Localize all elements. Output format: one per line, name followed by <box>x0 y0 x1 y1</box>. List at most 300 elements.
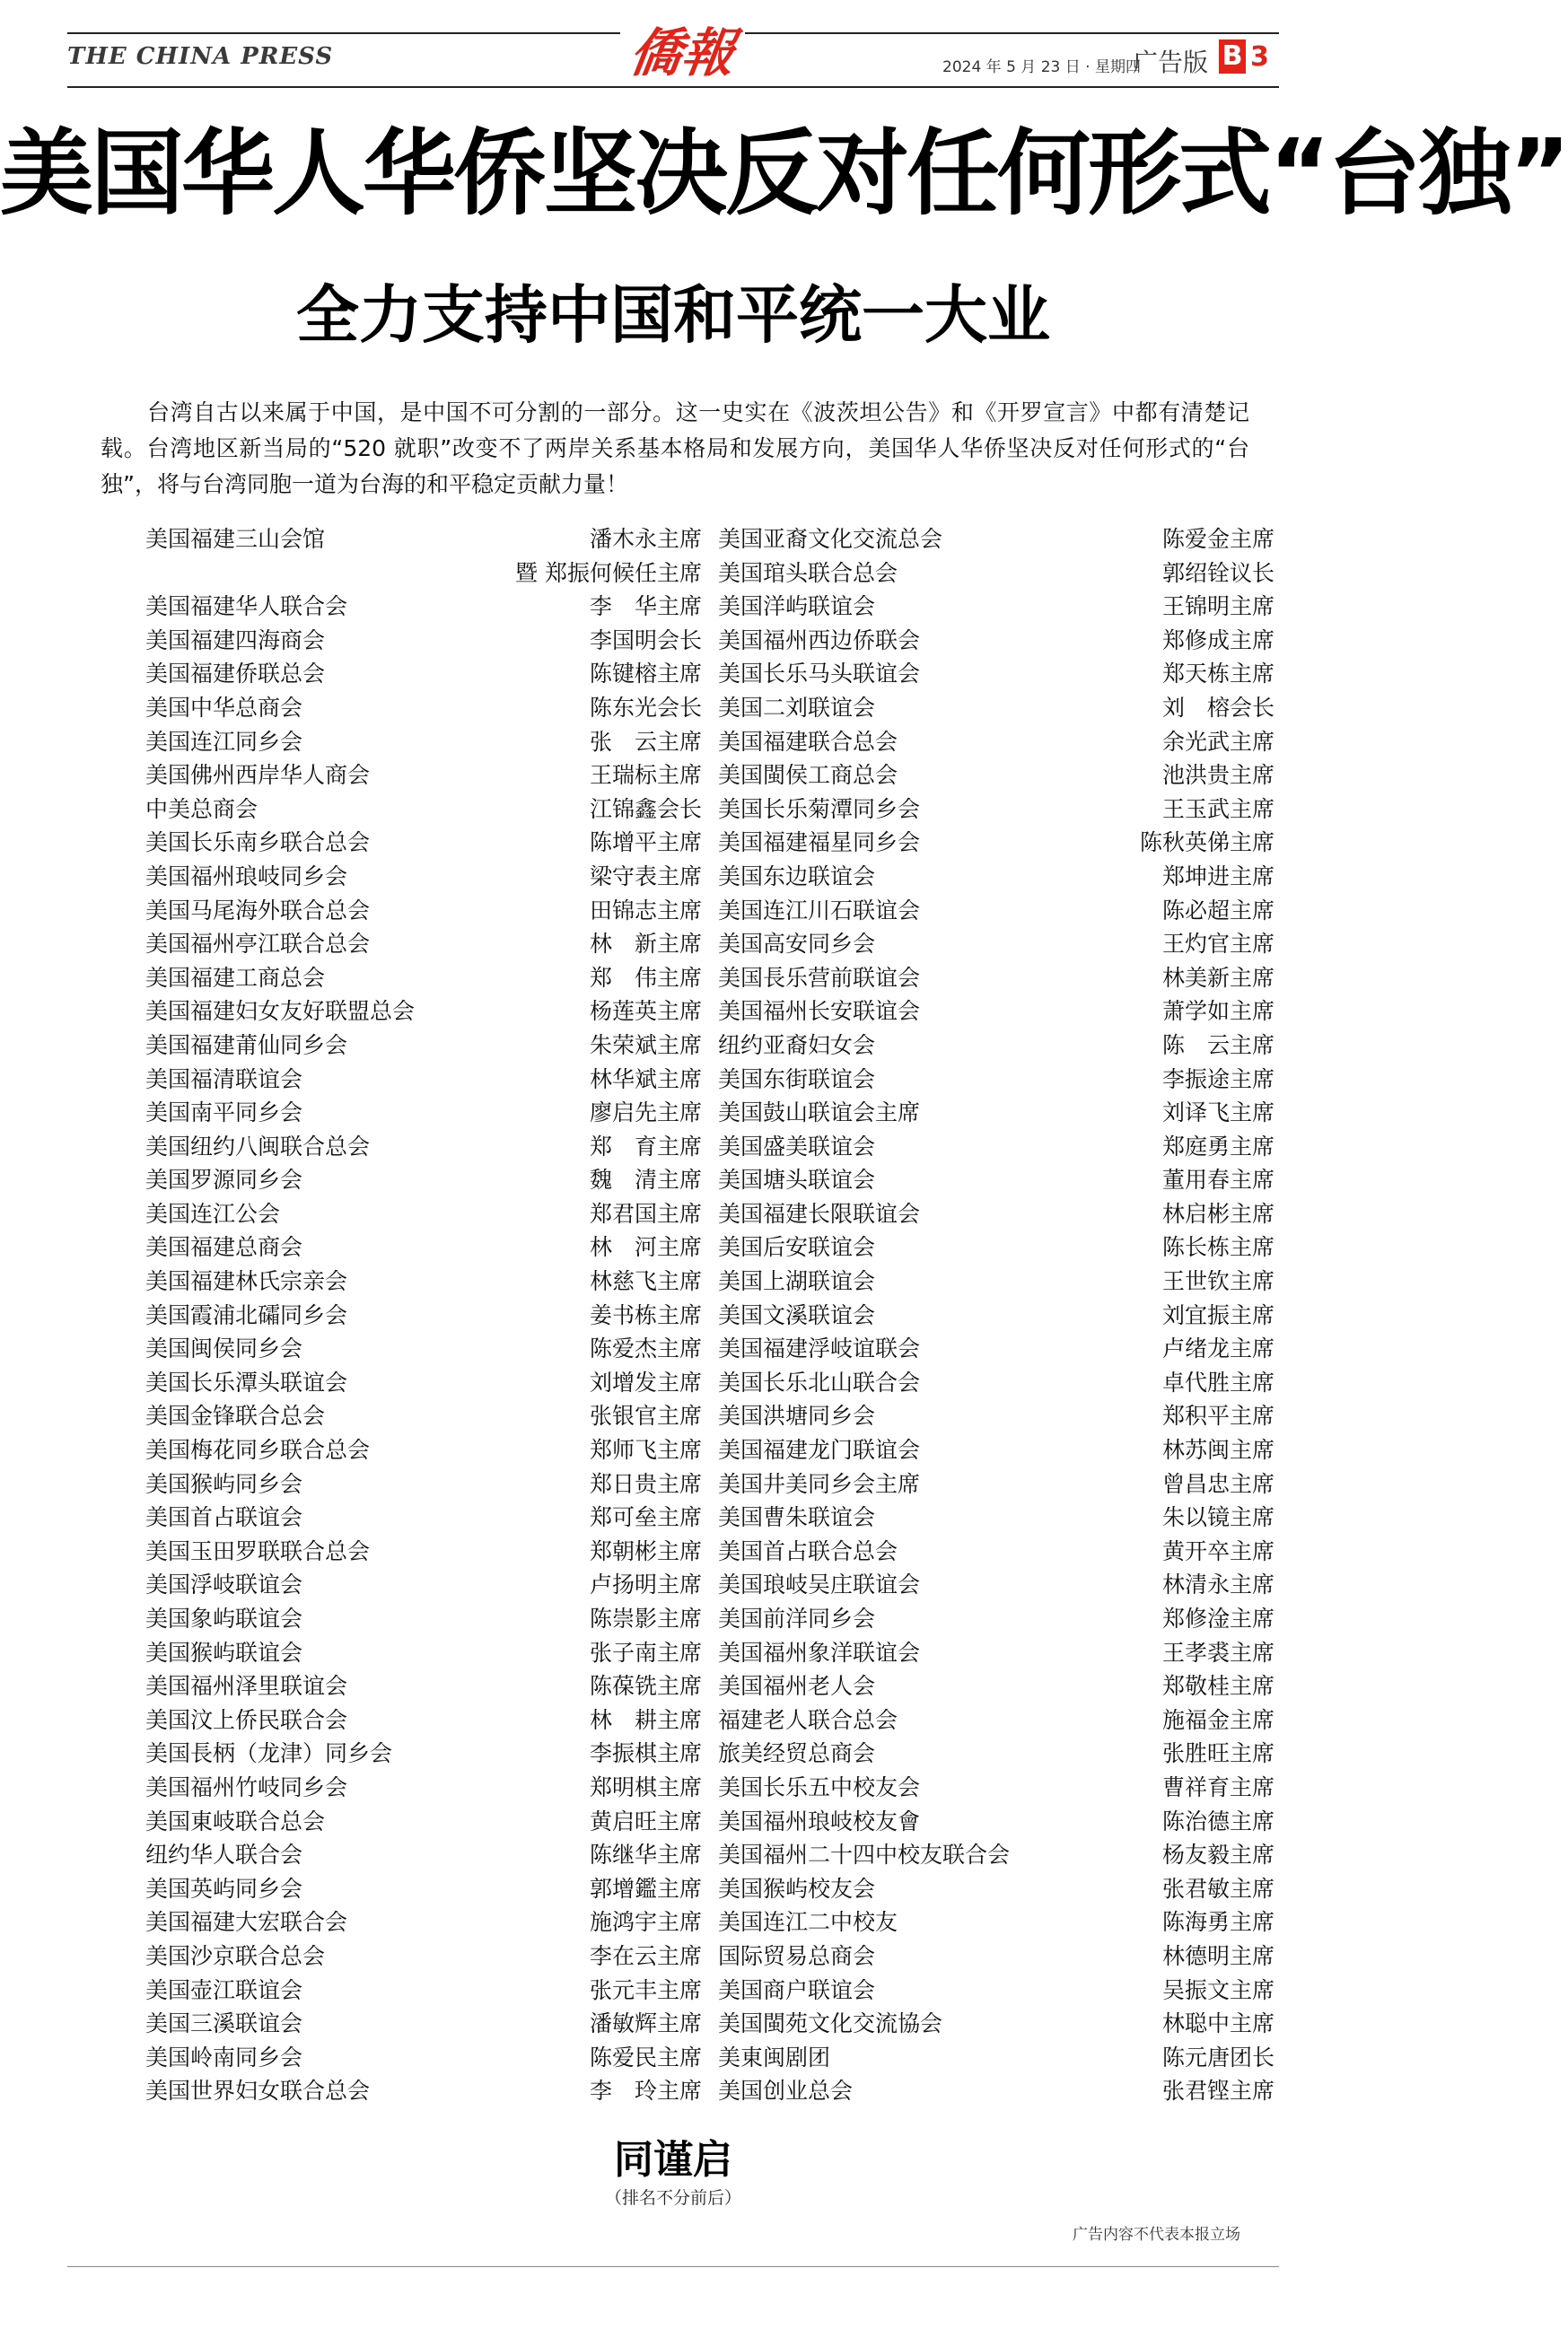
representative-name: 郑君国主席 <box>589 1200 702 1227</box>
representative-name: 江锦鑫会长 <box>589 795 702 822</box>
signatory-row <box>145 1433 702 1467</box>
page-number: 3 <box>1250 41 1269 73</box>
organization-name: 美国福建侨联总会 <box>145 661 326 687</box>
organization-name: 美国三溪联谊会 <box>145 2010 303 2037</box>
signatory-row <box>145 1230 702 1265</box>
signature: 同谨启 <box>614 2137 732 2183</box>
representative-name: 卢绪龙主席 <box>1161 1335 1275 1362</box>
representative-name: 郭增鑑主席 <box>589 1875 702 1902</box>
signatory-row <box>718 758 1275 792</box>
representative-name: 王灼官主席 <box>1161 931 1275 958</box>
paper-name: THE CHINA PRESS <box>67 43 334 70</box>
representative-name: 郑可垒主席 <box>589 1504 702 1531</box>
organization-name: 美国浮岐联谊会 <box>145 1572 303 1598</box>
representative-name: 林 河主席 <box>589 1234 702 1261</box>
organization-name: 美国沙京联合总会 <box>145 1942 326 1969</box>
representative-name: 田锦志主席 <box>589 897 702 924</box>
signatory-row <box>145 860 702 894</box>
representative-name: 李国明会长 <box>589 626 702 653</box>
representative-name: 林清永主席 <box>1161 1572 1275 1598</box>
organization-name: 美国壶江联谊会 <box>145 1976 303 2003</box>
organization-name: 美国象屿联谊会 <box>145 1606 303 1632</box>
signatory-row <box>145 994 702 1029</box>
signatory-row <box>145 1703 702 1738</box>
signatory-row <box>718 1029 1275 1063</box>
footer-rule <box>67 2266 1279 2267</box>
representative-name: 刘增发主席 <box>589 1369 702 1396</box>
organization-name: 美国長柄（龙津）同乡会 <box>145 1740 393 1767</box>
organization-name: 美国纽约八闽联合总会 <box>145 1133 371 1160</box>
signatory-row <box>145 1130 702 1164</box>
signatory-row <box>145 1737 702 1771</box>
organization-name: 美国福建浮岐谊联会 <box>718 1335 921 1362</box>
representative-name: 王锦明主席 <box>1161 593 1275 620</box>
representative-name: 暨 郑振何候任主席 <box>515 559 702 586</box>
organization-name: 美国曹朱联谊会 <box>718 1504 876 1531</box>
representative-name: 王孝裘主席 <box>1161 1639 1275 1666</box>
signatory-row <box>145 1467 702 1502</box>
signatory-row <box>145 2041 702 2075</box>
signatory-row <box>718 1433 1275 1467</box>
representative-name: 王瑞标主席 <box>589 762 702 789</box>
signatory-row <box>145 1771 702 1805</box>
representative-name: 林慈飞主席 <box>589 1268 702 1295</box>
organization-name: 美国中华总商会 <box>145 694 303 721</box>
signatory-row <box>145 1636 702 1670</box>
representative-name: 郑师飞主席 <box>589 1437 702 1464</box>
organization-name: 纽约亚裔妇女会 <box>718 1031 876 1058</box>
signatory-row <box>718 556 1275 591</box>
representative-name: 郑积平主席 <box>1161 1403 1275 1430</box>
signatory-row <box>718 522 1275 556</box>
organization-name: 美国福建大宏联合会 <box>145 1909 348 1936</box>
representative-name: 曹祥育主席 <box>1161 1773 1275 1800</box>
organization-name: 美国长乐北山联合会 <box>718 1369 921 1396</box>
organization-name: 美国霞浦北礵同乡会 <box>145 1301 348 1328</box>
organization-name: 纽约华人联合会 <box>145 1842 303 1869</box>
organization-name: 美国塘头联谊会 <box>718 1167 876 1194</box>
organization-name: 美国马尾海外联合总会 <box>145 897 371 924</box>
representative-name: 潘敏辉主席 <box>589 2010 702 2037</box>
signatory-row <box>145 1063 702 1097</box>
signatory-row <box>145 1332 702 1366</box>
signatory-row <box>145 1974 702 2008</box>
representative-name: 黄启旺主席 <box>589 1808 702 1834</box>
signatory-row <box>145 1602 702 1636</box>
signatory-row <box>145 1366 702 1400</box>
organization-name: 美国罗源同乡会 <box>145 1167 303 1194</box>
signatory-row <box>145 758 702 792</box>
organization-name: 美国英屿同乡会 <box>145 1875 303 1902</box>
signatory-row <box>718 961 1275 995</box>
headline: 美国华人华侨坚决反对任何形式“台独” <box>0 118 1568 228</box>
representative-name: 林 新主席 <box>589 931 702 958</box>
signatory-row <box>718 1602 1275 1636</box>
signatory-row <box>145 590 702 624</box>
organization-name: 美国福清联谊会 <box>145 1065 303 1092</box>
signatory-row <box>718 860 1275 894</box>
signatory-row <box>718 1265 1275 1299</box>
signatory-row <box>145 792 702 827</box>
signatory-row <box>145 691 702 725</box>
organization-name: 美国二刘联谊会 <box>718 694 876 721</box>
organization-name: 美国福建长限联谊会 <box>718 1200 921 1227</box>
signatory-row <box>145 2074 702 2108</box>
representative-name: 郑坤进主席 <box>1161 863 1275 889</box>
organization-name: 福建老人联合总会 <box>718 1706 898 1733</box>
representative-name: 李在云主席 <box>589 1942 702 1969</box>
signatory-row <box>145 1805 702 1839</box>
organization-name: 美国福建联合总会 <box>718 728 898 755</box>
organization-name: 美国金锋联合总会 <box>145 1403 326 1430</box>
signatory-row <box>145 1399 702 1433</box>
signatory-row <box>718 1872 1275 1906</box>
representative-name: 张子南主席 <box>589 1639 702 1666</box>
organization-name: 美国福州亭江联合总会 <box>145 931 371 958</box>
representative-name: 郑修成主席 <box>1161 626 1275 653</box>
representative-name: 陈必超主席 <box>1161 897 1275 924</box>
representative-name: 李 玲主席 <box>589 2078 702 2105</box>
signatory-row <box>145 1872 702 1906</box>
signatory-row <box>718 1838 1275 1872</box>
organization-name: 美国福州竹岐同乡会 <box>145 1773 348 1800</box>
organization-name: 美国梅花同乡联合总会 <box>145 1437 371 1464</box>
signatory-row <box>718 1636 1275 1670</box>
signatory-row <box>145 1029 702 1063</box>
organization-name: 美国福建三山会馆 <box>145 526 326 552</box>
signatory-row <box>718 1163 1275 1197</box>
signatory-row <box>718 1974 1275 2008</box>
signatory-row <box>145 1265 702 1299</box>
representative-name: 郑修淦主席 <box>1161 1606 1275 1632</box>
signatory-row <box>145 826 702 860</box>
representative-name: 陈增平主席 <box>589 829 702 856</box>
representative-name: 张君敏主席 <box>1161 1875 1275 1902</box>
representative-name: 王玉武主席 <box>1161 795 1275 822</box>
signatory-row <box>145 1905 702 1940</box>
representative-name: 陈葆铣主席 <box>589 1673 702 1700</box>
signatory-row <box>718 2074 1275 2108</box>
representative-name: 张元丰主席 <box>589 1976 702 2003</box>
signatory-row <box>718 1230 1275 1265</box>
representative-name: 陈崇影主席 <box>589 1606 702 1632</box>
signature-note: （排名不分前后） <box>604 2188 741 2208</box>
representative-name: 郭绍铨议长 <box>1161 559 1275 586</box>
signatory-row <box>145 522 702 556</box>
signatory-row <box>718 1805 1275 1839</box>
representative-name: 魏 清主席 <box>589 1167 702 1194</box>
representative-name: 余光武主席 <box>1161 728 1275 755</box>
organization-name: 美国福建龙门联谊会 <box>718 1437 921 1464</box>
representative-name: 郑天栋主席 <box>1161 661 1275 687</box>
intro-paragraph: 台湾自古以来属于中国，是中国不可分割的一部分。这一史实在《波茨坦公告》和《开罗宣言》中都有清楚记载。台湾地区新当局的“520 就职”改变不了两岸关系基本格局和发展方向，美国华人华侨坚决反对任何形式的“台独”，将与台湾同胞一道为台海的和平稳定贡献力量！ <box>101 399 1249 497</box>
organization-name: 美国福建林氏宗亲会 <box>145 1268 348 1295</box>
representative-name: 黄开卒主席 <box>1161 1537 1275 1564</box>
signatory-row <box>718 1501 1275 1535</box>
organization-name: 美国玉田罗联联合总会 <box>145 1537 371 1564</box>
signatory-row <box>145 927 702 961</box>
representative-name: 郑 伟主席 <box>589 964 702 991</box>
signatory-row <box>718 657 1275 691</box>
representative-name: 林华斌主席 <box>589 1065 702 1092</box>
organization-name: 美国井美同乡会主席 <box>718 1470 921 1497</box>
organization-name: 美国创业总会 <box>718 2078 854 2105</box>
representative-name: 郑敬桂主席 <box>1161 1673 1275 1700</box>
representative-name: 杨莲英主席 <box>589 998 702 1025</box>
signatory-row <box>718 2041 1275 2075</box>
signatory-row <box>145 1299 702 1333</box>
representative-name: 陈元唐团长 <box>1161 2044 1275 2071</box>
organization-name: 美国閩苑文化交流協会 <box>718 2010 943 2037</box>
organization-name: 美国东边联谊会 <box>718 863 876 889</box>
organization-name: 美国福州西边侨联会 <box>718 626 921 653</box>
organization-name: 美国文溪联谊会 <box>718 1301 876 1328</box>
signatory-row <box>145 961 702 995</box>
representative-name: 张君铿主席 <box>1161 2078 1275 2105</box>
organization-name: 美国福州长安联谊会 <box>718 998 921 1025</box>
masthead <box>0 0 1346 99</box>
organization-name: 美国福建总商会 <box>145 1234 303 1261</box>
organization-name: 美国福州二十四中校友联合会 <box>718 1842 1011 1869</box>
organization-name: 美国汶上侨民联合会 <box>145 1706 348 1733</box>
masthead-rule-top-left <box>67 32 620 34</box>
organization-name: 美国福建福星同乡会 <box>718 829 921 856</box>
organization-name: 美国前洋同乡会 <box>718 1606 876 1632</box>
organization-name: 美国东街联谊会 <box>718 1065 876 1092</box>
signatory-row <box>718 1063 1275 1097</box>
signatory-row <box>145 2007 702 2041</box>
representative-name: 池洪贵主席 <box>1161 762 1275 789</box>
organization-name: 美国长乐五中校友会 <box>718 1773 921 1800</box>
organization-name: 美国连江川石联谊会 <box>718 897 921 924</box>
signatory-row <box>718 725 1275 759</box>
organization-name: 国际贸易总商会 <box>718 1942 876 1969</box>
organization-name: 美国福州琅岐校友會 <box>718 1808 921 1834</box>
organization-name: 美国后安联谊会 <box>718 1234 876 1261</box>
representative-name: 施福金主席 <box>1161 1706 1275 1733</box>
representative-name: 曾昌忠主席 <box>1161 1470 1275 1497</box>
representative-name: 郑日贵主席 <box>589 1470 702 1497</box>
signatory-row <box>145 1838 702 1872</box>
representative-name: 林德明主席 <box>1161 1942 1275 1969</box>
organization-name: 美国猴屿同乡会 <box>145 1470 303 1497</box>
organization-name: 美国佛州西岸华人商会 <box>145 762 371 789</box>
representative-name: 陈继华主席 <box>589 1842 702 1869</box>
organization-name: 美国亚裔文化交流总会 <box>718 526 943 552</box>
representative-name: 姜书栋主席 <box>589 1301 702 1328</box>
organization-name: 美国商户联谊会 <box>718 1976 876 2003</box>
representative-name: 郑 育主席 <box>589 1133 702 1160</box>
paper-logo: 僑報 <box>626 22 739 83</box>
organization-name: 美国洋屿联谊会 <box>718 593 876 620</box>
representative-name: 梁守表主席 <box>589 863 702 889</box>
representative-name: 张 云主席 <box>589 728 702 755</box>
representative-name: 陈键榕主席 <box>589 661 702 687</box>
organization-name: 美国閩侯工商总会 <box>718 762 898 789</box>
representative-name: 刘宜振主席 <box>1161 1301 1275 1328</box>
representative-name: 陈爱金主席 <box>1161 526 1275 552</box>
signatory-row <box>145 1096 702 1130</box>
representative-name: 李振棋主席 <box>589 1740 702 1767</box>
representative-name: 陈东光会长 <box>589 694 702 721</box>
organization-name: 美国福建工商总会 <box>145 964 326 991</box>
organization-name: 美国鼓山联谊会主席 <box>718 1099 921 1126</box>
issue-date: 2024 年 5 月 23 日 · 星期四 <box>942 58 1141 76</box>
organization-name: 美国福州琅岐同乡会 <box>145 863 348 889</box>
section-label: 广告版 <box>1133 48 1209 77</box>
representative-name: 郑庭勇主席 <box>1161 1133 1275 1160</box>
signatory-row <box>145 1535 702 1569</box>
signatory-row <box>145 894 702 928</box>
representative-name: 施鸿宇主席 <box>589 1909 702 1936</box>
signatory-row <box>145 725 702 759</box>
signatory-row <box>718 1771 1275 1805</box>
representative-name: 朱以镜主席 <box>1161 1504 1275 1531</box>
representative-name: 王世钦主席 <box>1161 1268 1275 1295</box>
representative-name: 陈治德主席 <box>1161 1808 1275 1834</box>
signatory-row <box>718 1737 1275 1771</box>
representative-name: 李 华主席 <box>589 593 702 620</box>
representative-name: 郑朝彬主席 <box>589 1537 702 1564</box>
organization-name: 美国長乐营前联谊会 <box>718 964 921 991</box>
representative-name: 廖启先主席 <box>589 1099 702 1126</box>
signatory-row <box>718 691 1275 725</box>
signatory-row <box>718 1399 1275 1433</box>
organization-name: 美東闽剧团 <box>718 2044 831 2071</box>
representative-name: 董用春主席 <box>1161 1167 1275 1194</box>
organization-name: 美国上湖联谊会 <box>718 1268 876 1295</box>
representative-name: 吴振文主席 <box>1161 1976 1275 2003</box>
representative-name: 陈爱民主席 <box>589 2044 702 2071</box>
signatory-row <box>718 1467 1275 1502</box>
disclaimer: 广告内容不代表本报立场 <box>1073 2226 1240 2244</box>
signatory-row <box>145 1568 702 1602</box>
organization-name: 美国首占联合总会 <box>718 1537 898 1564</box>
representative-name: 张银官主席 <box>589 1403 702 1430</box>
signatory-row <box>145 1163 702 1197</box>
signatory-row <box>718 1366 1275 1400</box>
signatory-row <box>718 792 1275 827</box>
organization-name: 中美总商会 <box>145 795 258 822</box>
signatory-row <box>718 894 1275 928</box>
signatory-row <box>145 556 702 591</box>
organization-name: 美国福州老人会 <box>718 1673 876 1700</box>
subheadline: 全力支持中国和平统一大业 <box>296 278 1050 352</box>
representative-name: 陈秋英俤主席 <box>1139 829 1275 856</box>
organization-name: 美国世界妇女联合总会 <box>145 2078 371 2105</box>
signatory-row <box>718 927 1275 961</box>
organization-name: 美国福建华人联合会 <box>145 593 348 620</box>
signatory-row <box>718 1905 1275 1940</box>
representative-name: 萧学如主席 <box>1161 998 1275 1025</box>
organization-name: 美国长乐南乡联合总会 <box>145 829 371 856</box>
representative-name: 郑明棋主席 <box>589 1773 702 1800</box>
representative-name: 林 耕主席 <box>589 1706 702 1733</box>
organization-name: 美国福州泽里联谊会 <box>145 1673 348 1700</box>
signatory-row <box>145 1197 702 1231</box>
signatory-row <box>718 826 1275 860</box>
left-name-column <box>145 522 702 2108</box>
organization-name: 美国福建妇女友好联盟总会 <box>145 998 416 1025</box>
representative-name: 刘译飞主席 <box>1161 1099 1275 1126</box>
organization-name: 美国长乐菊潭同乡会 <box>718 795 921 822</box>
right-name-column <box>718 522 1275 2108</box>
representative-name: 刘 榕会长 <box>1161 694 1275 721</box>
signatory-row <box>718 624 1275 658</box>
signatory-row <box>718 1130 1275 1164</box>
signatory-row <box>145 1669 702 1703</box>
signatory-row <box>718 1096 1275 1130</box>
representative-name: 朱荣斌主席 <box>589 1031 702 1058</box>
organization-name: 美国福州象洋联谊会 <box>718 1639 921 1666</box>
organization-name: 美国猴屿校友会 <box>718 1875 876 1902</box>
organization-name: 美国岭南同乡会 <box>145 2044 303 2071</box>
representative-name: 陈爱杰主席 <box>589 1335 702 1362</box>
representative-name: 林聪中主席 <box>1161 2010 1275 2037</box>
signatory-row <box>718 2007 1275 2041</box>
organization-name: 美国连江同乡会 <box>145 728 303 755</box>
organization-name: 美国福建莆仙同乡会 <box>145 1031 348 1058</box>
signatory-row <box>145 657 702 691</box>
signatory-row <box>718 1568 1275 1602</box>
organization-name: 美国猴屿联谊会 <box>145 1639 303 1666</box>
organization-name: 美国琅岐吴庄联谊会 <box>718 1572 921 1598</box>
section-letter-badge: B <box>1219 39 1246 74</box>
representative-name: 陈 云主席 <box>1161 1031 1275 1058</box>
representative-name: 林启彬主席 <box>1161 1200 1275 1227</box>
organization-name: 美国长乐潭头联谊会 <box>145 1369 348 1396</box>
organization-name: 美国连江二中校友 <box>718 1909 898 1936</box>
signatory-row <box>718 590 1275 624</box>
organization-name: 美国长乐马头联谊会 <box>718 661 921 687</box>
representative-name: 卢扬明主席 <box>589 1572 702 1598</box>
organization-name: 美国洪塘同乡会 <box>718 1403 876 1430</box>
signatory-row <box>145 1940 702 1974</box>
masthead-rule-bottom <box>67 86 1279 88</box>
representative-name: 林美新主席 <box>1161 964 1275 991</box>
organization-name: 美国南平同乡会 <box>145 1099 303 1126</box>
organization-name: 美国盛美联谊会 <box>718 1133 876 1160</box>
representative-name: 卓代胜主席 <box>1161 1369 1275 1396</box>
representative-name: 张胜旺主席 <box>1161 1740 1275 1767</box>
organization-name: 美国高安同乡会 <box>718 931 876 958</box>
organization-name: 美国琯头联合总会 <box>718 559 898 586</box>
masthead-rule-top-right <box>745 32 1279 34</box>
signatory-row <box>718 994 1275 1029</box>
organization-name: 美国连江公会 <box>145 1200 281 1227</box>
organization-name: 美国東岐联合总会 <box>145 1808 326 1834</box>
signatory-row <box>145 624 702 658</box>
representative-name: 林苏闽主席 <box>1161 1437 1275 1464</box>
representative-name: 潘木永主席 <box>589 526 702 552</box>
organization-name: 旅美经贸总商会 <box>718 1740 876 1767</box>
signatory-row <box>718 1535 1275 1569</box>
signatory-row <box>718 1669 1275 1703</box>
signatory-row <box>718 1197 1275 1231</box>
organization-name: 美国闽侯同乡会 <box>145 1335 303 1362</box>
signatory-row <box>718 1299 1275 1333</box>
signatory-row <box>145 1501 702 1535</box>
representative-name: 陈长栋主席 <box>1161 1234 1275 1261</box>
representative-name: 李振途主席 <box>1161 1065 1275 1092</box>
organization-name: 美国福建四海商会 <box>145 626 326 653</box>
signatory-row <box>718 1703 1275 1738</box>
organization-name: 美国首占联谊会 <box>145 1504 303 1531</box>
signatory-row <box>718 1332 1275 1366</box>
representative-name: 陈海勇主席 <box>1161 1909 1275 1936</box>
signatory-row <box>718 1940 1275 1974</box>
representative-name: 杨友毅主席 <box>1161 1842 1275 1869</box>
